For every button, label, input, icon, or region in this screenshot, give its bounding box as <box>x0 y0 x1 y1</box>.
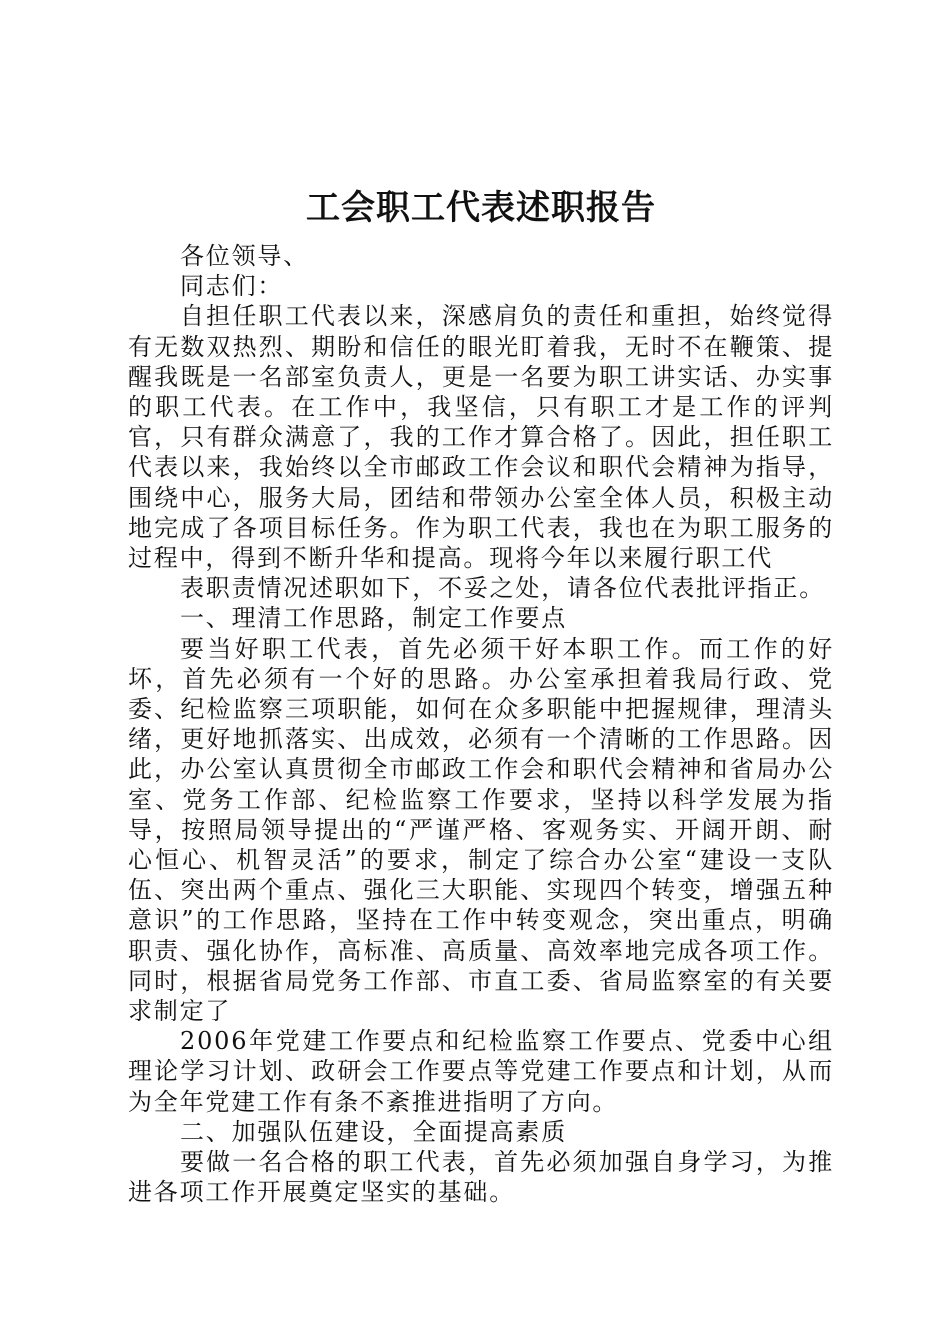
section-1-paragraph: 要当好职工代表，首先必须干好本职工作。而工作的好坏，首先必须有一个好的思路。办公室承担着我局行政、党委、纪检监察三项职能，如何在众多职能中把握规律，理清头绪，更好地抓落实、出成效，必须有一个清晰的工作思路。因此，办公室认真贯彻全市邮政工作会和职代会精神和省局办公室、党务工作部、纪检监察工作要求，坚持以科学发展为指导，按照局领导提出的“严谨严格、客观务实、开阔开朗、耐心恒心、机智灵活”的要求，制定了综合办公室“建设一支队伍、突出两个重点、强化三大职能、实现四个转变，增强五种意识”的工作思路，坚持在工作中转变观念，突出重点，明确职责、强化协作，高标准、高质量、高效率地完成各项工作。同时，根据省局党务工作部、市直工委、省局监察室的有关要求制定了 <box>128 634 834 1026</box>
intro-continuation: 表职责情况述职如下，不妥之处，请各位代表批评指正。 <box>180 574 825 603</box>
section-2-paragraph: 要做一名合格的职工代表，首先必须加强自身学习，为推进各项工作开展奠定坚实的基础。 <box>128 1148 834 1207</box>
intro-paragraph: 自担任职工代表以来，深感肩负的责任和重担，始终觉得有无数双热烈、期盼和信任的眼光盯着我，无时不在鞭策、提醒我既是一名部室负责人，更是一名要为职工讲实话、办实事的职工代表。在工作中，我坚信，只有职工才是工作的评判官，只有群众满意了，我的工作才算合格了。因此，担任职工代表以来，我始终以全市邮政工作会议和职代会精神为指导，围绕中心，服务大局，团结和带领办公室全体人员，积极主动地完成了各项目标任务。作为职工代表，我也在为职工服务的过程中，得到不断升华和提高。现将今年以来履行职工代 <box>128 302 834 573</box>
section-heading-2: 二、加强队伍建设，全面提高素质 <box>180 1117 567 1146</box>
section-1-continuation: 2006年党建工作要点和纪检监察工作要点、党委中心组理论学习计划、政研会工作要点等党建工作要点和计划，从而为全年党建工作有条不紊推进指明了方向。 <box>128 1027 834 1116</box>
salutation-line-1: 各位领导、 <box>180 242 309 270</box>
document-title: 工会职工代表述职报告 <box>306 188 656 228</box>
document-body <box>128 183 834 1208</box>
salutation-line-2: 同志们： <box>180 272 284 301</box>
section-heading-1: 一、理清工作思路，制定工作要点 <box>180 604 567 633</box>
